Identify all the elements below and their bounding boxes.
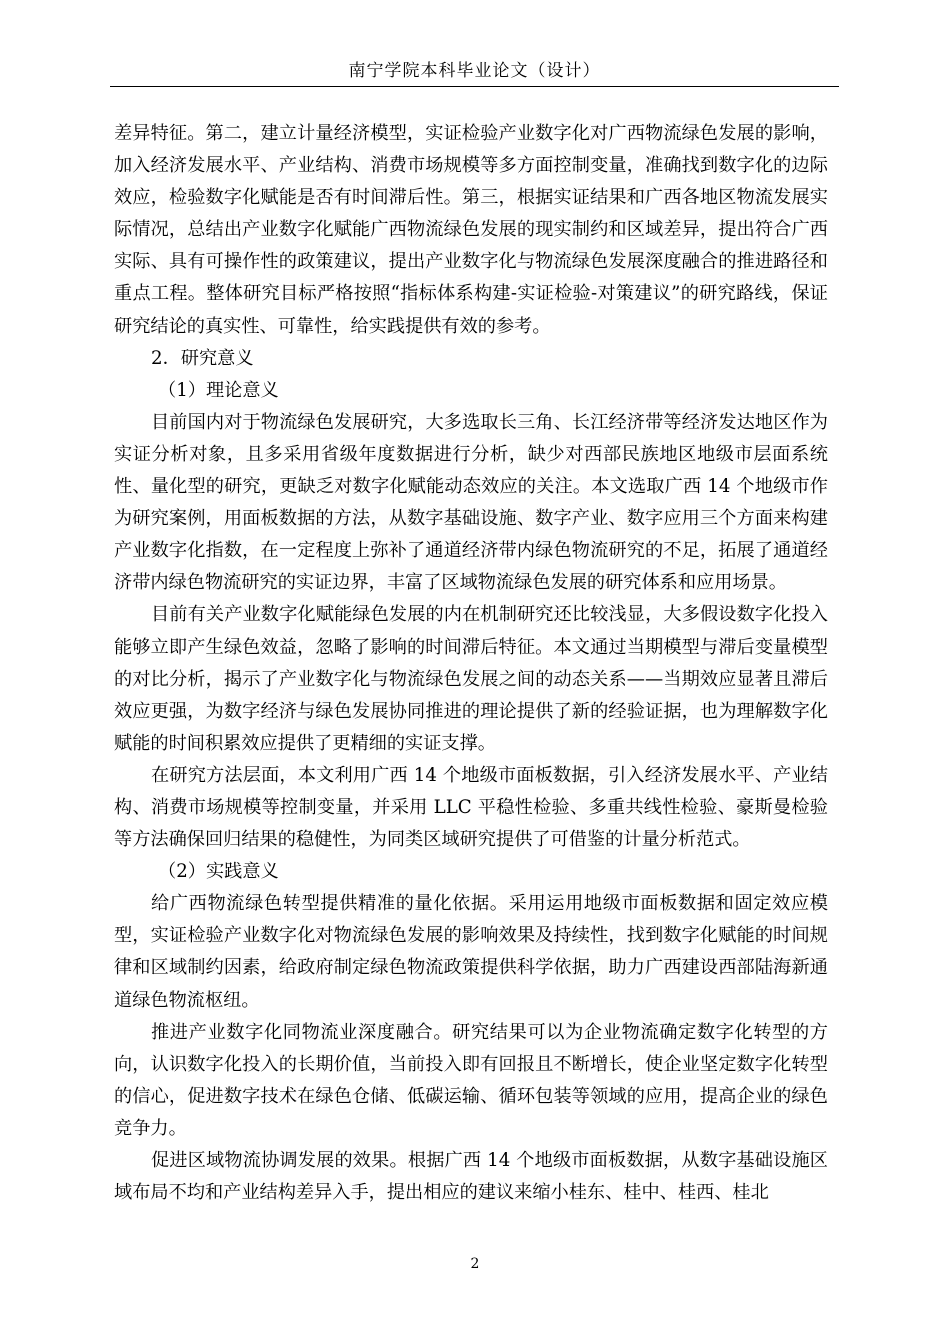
paragraph-theory-2: 目前有关产业数字化赋能绿色发展的内在机制研究还比较浅显，大多假设数字化投入能够立即产生绿色效益，忽略了影响的时间滞后特征。本文通过当期模型与滞后变量模型的对比分析，揭示了产业数字化与物流绿色发展之间的动态关系——当期效应显著且滞后效应更强，为数字经济与绿色发展协同推进的理论提供了新的经验证据，也为理解数字化赋能的时间积累效应提供了更精细的实证支撑。 [114, 604, 828, 754]
paragraph-practice-1: 给广西物流绿色转型提供精准的量化依据。采用运用地级市面板数据和固定效应模型，实证检验产业数字化对物流绿色发展的影响效果及持续性，找到数字化赋能的时间规律和区域制约因素，给政府制定绿色物流政策提供科学依据，助力广西建设西部陆海新通道绿色物流枢纽。 [114, 893, 828, 1011]
paragraph-research-goal-continued: 差异特征。第二，建立计量经济模型，实证检验产业数字化对广西物流绿色发展的影响，加入经济发展水平、产业结构、消费市场规模等多方面控制变量，准确找到数字化的边际效应，检验数字化赋能是否有时间滞后性。第三，根据实证结果和广西各地区物流发展实际情况，总结出产业数字化赋能广西物流绿色发展的现实制约和区域差异，提出符合广西实际、具有可操作性的政策建议，提出产业数字化与物流绿色发展深度融合的推进路径和重点工程。整体研究目标严格按照“指标体系构建-实证检验-对策建议”的研究路线，保证研究结论的真实性、可靠性，给实践提供有效的参考。 [114, 123, 828, 337]
paragraph-theory-3: 在研究方法层面，本文利用广西 14 个地级市面板数据，引入经济发展水平、产业结构、消费市场规模等控制变量，并采用 LLC 平稳性检验、多重共线性检验、豪斯曼检验等方法确保回归结果的稳健性，为同类区域研究提供了可借鉴的计量分析范式。 [114, 764, 828, 851]
heading-theoretical-significance: （1）理论意义 [158, 379, 279, 401]
heading-practical-significance: （2）实践意义 [158, 861, 279, 883]
running-header: 南宁学院本科毕业论文（设计） [348, 61, 601, 81]
heading-research-significance: 2．研究意义 [151, 347, 254, 369]
paragraph-practice-3: 促进区域物流协调发展的效果。根据广西 14 个地级市面板数据，从数字基础设施区域布局不均和产业结构差异入手，提出相应的建议来缩小桂东、桂中、桂西、桂北 [114, 1150, 828, 1204]
paragraph-theory-1: 目前国内对于物流绿色发展研究，大多选取长三角、长江经济带等经济发达地区作为实证分析对象，且多采用省级年度数据进行分析，缺少对西部民族地区地级市层面系统性、量化型的研究，更缺乏对数字化赋能动态效应的关注。本文选取广西 14 个地级市作为研究案例，用面板数据的方法，从数字基础设施、数字产业、数字应用三个方面来构建产业数字化指数，在一定程度上弥补了通道经济带内绿色物流研究的不足，拓展了通道经济带内绿色物流研究的实证边界，丰富了区域物流绿色发展的研究体系和应用场景。 [114, 411, 828, 594]
body-text [114, 118, 828, 1209]
header-rule [110, 86, 839, 87]
page-number: 2 [470, 1256, 480, 1272]
paragraph-practice-2: 推进产业数字化同物流业深度融合。研究结果可以为企业物流确定数字化转型的方向，认识数字化投入的长期价值，当前投入即有回报且不断增长，使企业坚定数字化转型的信心，促进数字技术在绿色仓储、低碳运输、循环包装等领域的应用，提高企业的绿色竞争力。 [114, 1021, 828, 1139]
